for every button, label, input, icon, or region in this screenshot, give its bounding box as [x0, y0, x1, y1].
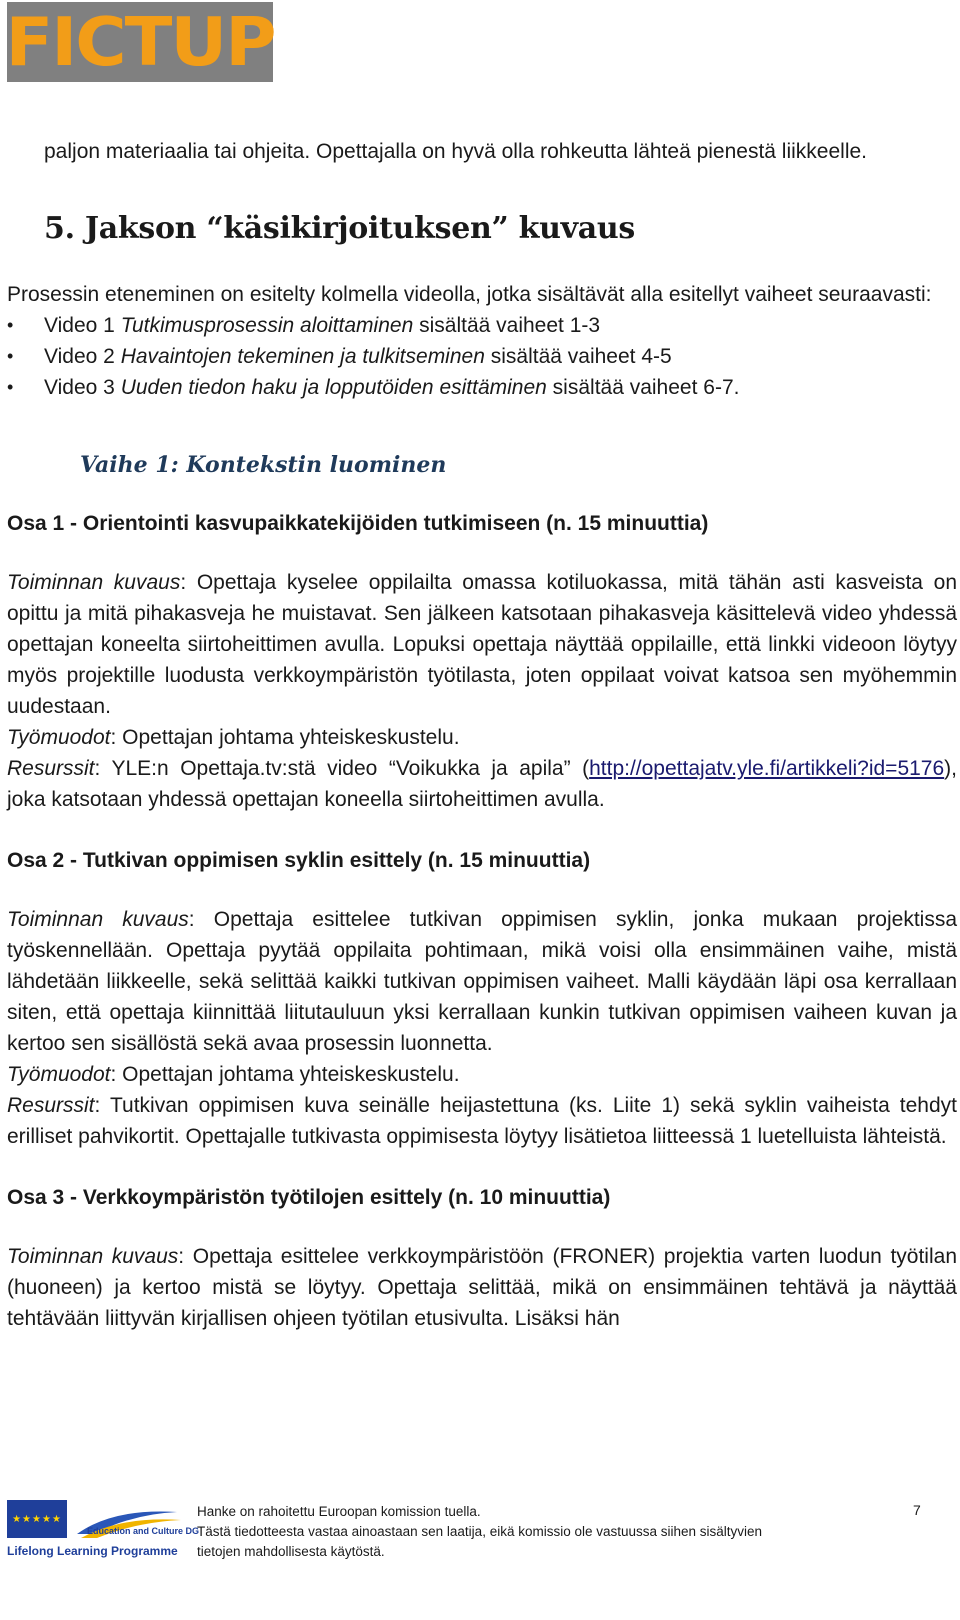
list-item: • Video 1 Tutkimusprosessin aloittaminen sisältää vaiheet 1-3 [7, 310, 957, 341]
part-2-description: Toiminnan kuvaus: Opettaja esittelee tutkivan oppimisen syklin, jonka mukaan projektissa työskennellään. Opettaja pyytää oppilaita pohtimaan, mikä voisi olla ensimmäinen vaihe, mistä lähdetään liikkeelle, sekä selittää kaikki tutkivan oppimisen vaiheet. Malli käydään läpi osa kerrallaan siten, että opettaja kiinnittää liitutauluun yksi kerrallaan kunkin tutkivan oppimisen vaiheen kuvan ja kertoo sen sisällöstä sekä avaa prosessin luonnetta. [7, 908, 957, 1055]
logo-text: FICTUP [5, 3, 275, 81]
phase-title: Vaihe 1: Kontekstin luominen [80, 452, 447, 478]
section-title: 5. Jakson “käsikirjoituksen” kuvaus [44, 211, 635, 246]
label-description: Toiminnan kuvaus [7, 1245, 179, 1268]
part-1-resources: Resurssit: YLE:n Opettaja.tv:stä video “Voikukka ja apila” (http://opettajatv.yle.fi/artikkeli?id=5176), joka katsotaan yhdessä opettajan koneella siirtoheittimen avulla. [7, 757, 957, 811]
footer-text: Hanke on rahoitettu Euroopan komission tuella. Tästä tiedotteesta vastaa ainoastaan sen laatija, eikä komissio ole vastuussa siihen sisältyvien tietojen mahdollisesta käytöstä. [197, 1504, 763, 1559]
list-item: • Video 3 Uuden tiedon haku ja lopputöiden esittäminen sisältää vaiheet 6-7. [7, 372, 957, 403]
part-3-description: Toiminnan kuvaus: Opettaja esittelee verkkoympäristöön (FRONER) projektia varten luodun työtilan (huoneen) ja kertoo mistä se löytyy. Opettaja selittää, mikä on ensimmäinen tehtävä ja näyttää tehtävään liittyvän kirjallisen ohjeen työtilan etusivulta. Lisäksi hän [7, 1245, 957, 1330]
page-number: 7 [913, 1502, 921, 1518]
edu-logo-text: Education and Culture DG [87, 1526, 200, 1536]
part-1-description: Toiminnan kuvaus: Opettaja kyselee oppilailta omassa kotiluokassa, mitä tähän asti kasveista on opittu ja mitä pihakasveja he muistavat. Sen jälkeen katsotaan pihakasveja käsittelevä video yhdessä opettajan koneelta siirtoheittimen avulla. Lopuksi opettaja näyttää oppilaille, että linkki videoon löytyy myös projektille luodusta verkkoympäristön työtilasta, joten oppilaat voivat katsoa sen myöhemmin uudestaan. [7, 571, 957, 718]
label-methods: Työmuodot [7, 1063, 111, 1086]
fictup-logo [7, 2, 273, 82]
label-resources: Resurssit [7, 1094, 95, 1117]
education-culture-logo-icon [73, 1504, 185, 1544]
page-footer [7, 1500, 957, 1618]
eu-flag-icon: ★★★★★ [7, 1500, 67, 1538]
part-2-title: Osa 2 - Tutkivan oppimisen syklin esittely (n. 15 minuuttia) [7, 849, 591, 872]
part-1-methods: Työmuodot: Opettajan johtama yhteiskeskustelu. [7, 726, 460, 749]
section-lead: Prosessin eteneminen on esitelty kolmella videolla, jotka sisältävät alla esitellyt vaiheet seuraavasti: [7, 283, 932, 306]
video-link[interactable]: http://opettajatv.yle.fi/artikkeli?id=5176 [589, 757, 945, 780]
label-resources: Resurssit [7, 757, 95, 780]
part-3-title: Osa 3 - Verkkoympäristön työtilojen esittely (n. 10 minuuttia) [7, 1186, 611, 1209]
list-item: • Video 2 Havaintojen tekeminen ja tulkitseminen sisältää vaiheet 4-5 [7, 341, 957, 372]
part-2-methods: Työmuodot: Opettajan johtama yhteiskeskustelu. [7, 1063, 460, 1086]
label-methods: Työmuodot [7, 726, 111, 749]
label-description: Toiminnan kuvaus [7, 908, 189, 931]
part-2-resources: Resurssit: Tutkivan oppimisen kuva seinälle heijastettuna (ks. Liite 1) sekä syklin vaiheista tehdyt erilliset pahvikortit. Opettajalle tutkivasta oppimisesta löytyy lisätietoa liitteessä 1 luetelluista lähteistä. [7, 1094, 957, 1148]
llp-text: Lifelong Learning Programme [7, 1544, 178, 1558]
label-description: Toiminnan kuvaus [7, 571, 181, 594]
part-1-title: Osa 1 - Orientointi kasvupaikkatekijöiden tutkimiseen (n. 15 minuuttia) [7, 512, 709, 535]
document-body [7, 136, 957, 1334]
intro-paragraph: paljon materiaalia tai ohjeita. Opettajalla on hyvä olla rohkeutta lähteä pienestä liikkeelle. [44, 140, 868, 163]
video-list [7, 310, 957, 403]
